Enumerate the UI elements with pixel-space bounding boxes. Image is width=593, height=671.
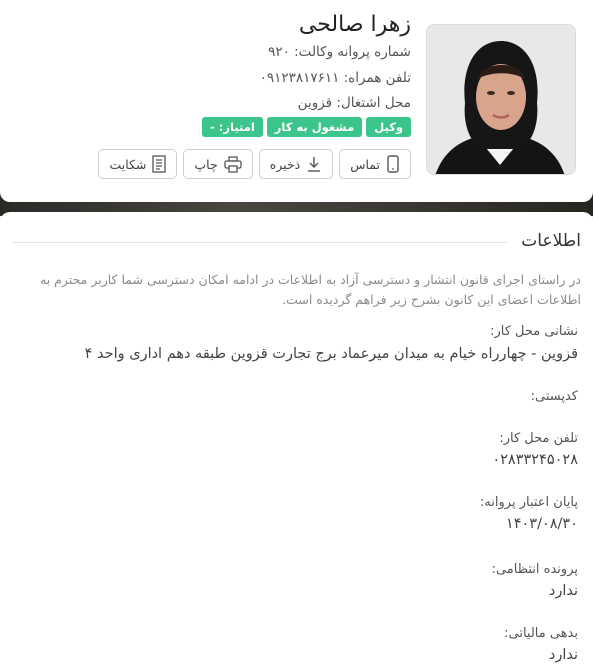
print-button[interactable] [183, 149, 252, 179]
intro-text: در راستای اجرای قانون انتشار و دسترسی آزاد به اطلاعات در ادامه امکان دسترسی شما کاربر محترم به اطلاعات اعضای این کانون بشرح زیر فراهم گردیده است. [40, 272, 581, 307]
work-phone-value: ۰۲۸۳۳۲۴۵۰۲۸ [492, 452, 578, 468]
postal-code-label: کدپستی: [530, 389, 578, 404]
profile-card [0, 0, 593, 202]
disciplinary-label: پرونده انتظامی: [491, 562, 578, 577]
address-label: نشانی محل کار: [490, 324, 578, 339]
address-value: قزوین - چهارراه خیام به میدان میرعماد برج تجارت قزوین طبقه دهم اداری واحد ۴ [84, 346, 578, 362]
license-expiry-label: پایان اعتبار پروانه: [479, 495, 578, 510]
section-title: اطلاعات [521, 231, 581, 251]
printer-icon [224, 156, 242, 173]
license-number: شماره پروانه وکالت: ۹۲۰ [268, 44, 411, 60]
download-icon [306, 155, 322, 173]
save-button-label: ذخیره [269, 156, 301, 172]
tax-debt-label: بدهی مالیاتی: [504, 626, 578, 641]
license-expiry-value: ۱۴۰۳/۰۸/۳۰ [505, 516, 578, 532]
info-card [0, 212, 593, 671]
contact-button[interactable] [339, 149, 411, 179]
work-phone-label: تلفن محل کار: [499, 431, 578, 446]
complaint-button-label: شکایت [109, 156, 147, 172]
rating-badge: امتیاز: - [202, 117, 263, 137]
document-icon [152, 155, 166, 173]
mobile-phone: تلفن همراه: ۰۹۱۲۳۸۱۷۶۱۱ [259, 70, 411, 86]
lawyer-name: زهرا صالحی [298, 12, 411, 37]
profile-actions [98, 149, 411, 179]
print-button-label: چاپ [194, 156, 218, 172]
disciplinary-value: ندارد [548, 583, 578, 599]
avatar-portrait-icon [426, 25, 575, 175]
title-divider [12, 242, 507, 243]
work-location: محل اشتغال: قزوین [297, 95, 411, 111]
status-tags [202, 117, 411, 137]
tax-debt-value: ندارد [548, 647, 578, 663]
save-button[interactable] [259, 149, 334, 179]
phone-icon [386, 155, 400, 173]
profile-photo [426, 24, 576, 175]
status-badge: مشغول به کار [267, 117, 362, 137]
role-badge: وکیل [366, 117, 411, 137]
complaint-button[interactable] [98, 149, 177, 179]
contact-button-label: تماس [350, 156, 380, 172]
